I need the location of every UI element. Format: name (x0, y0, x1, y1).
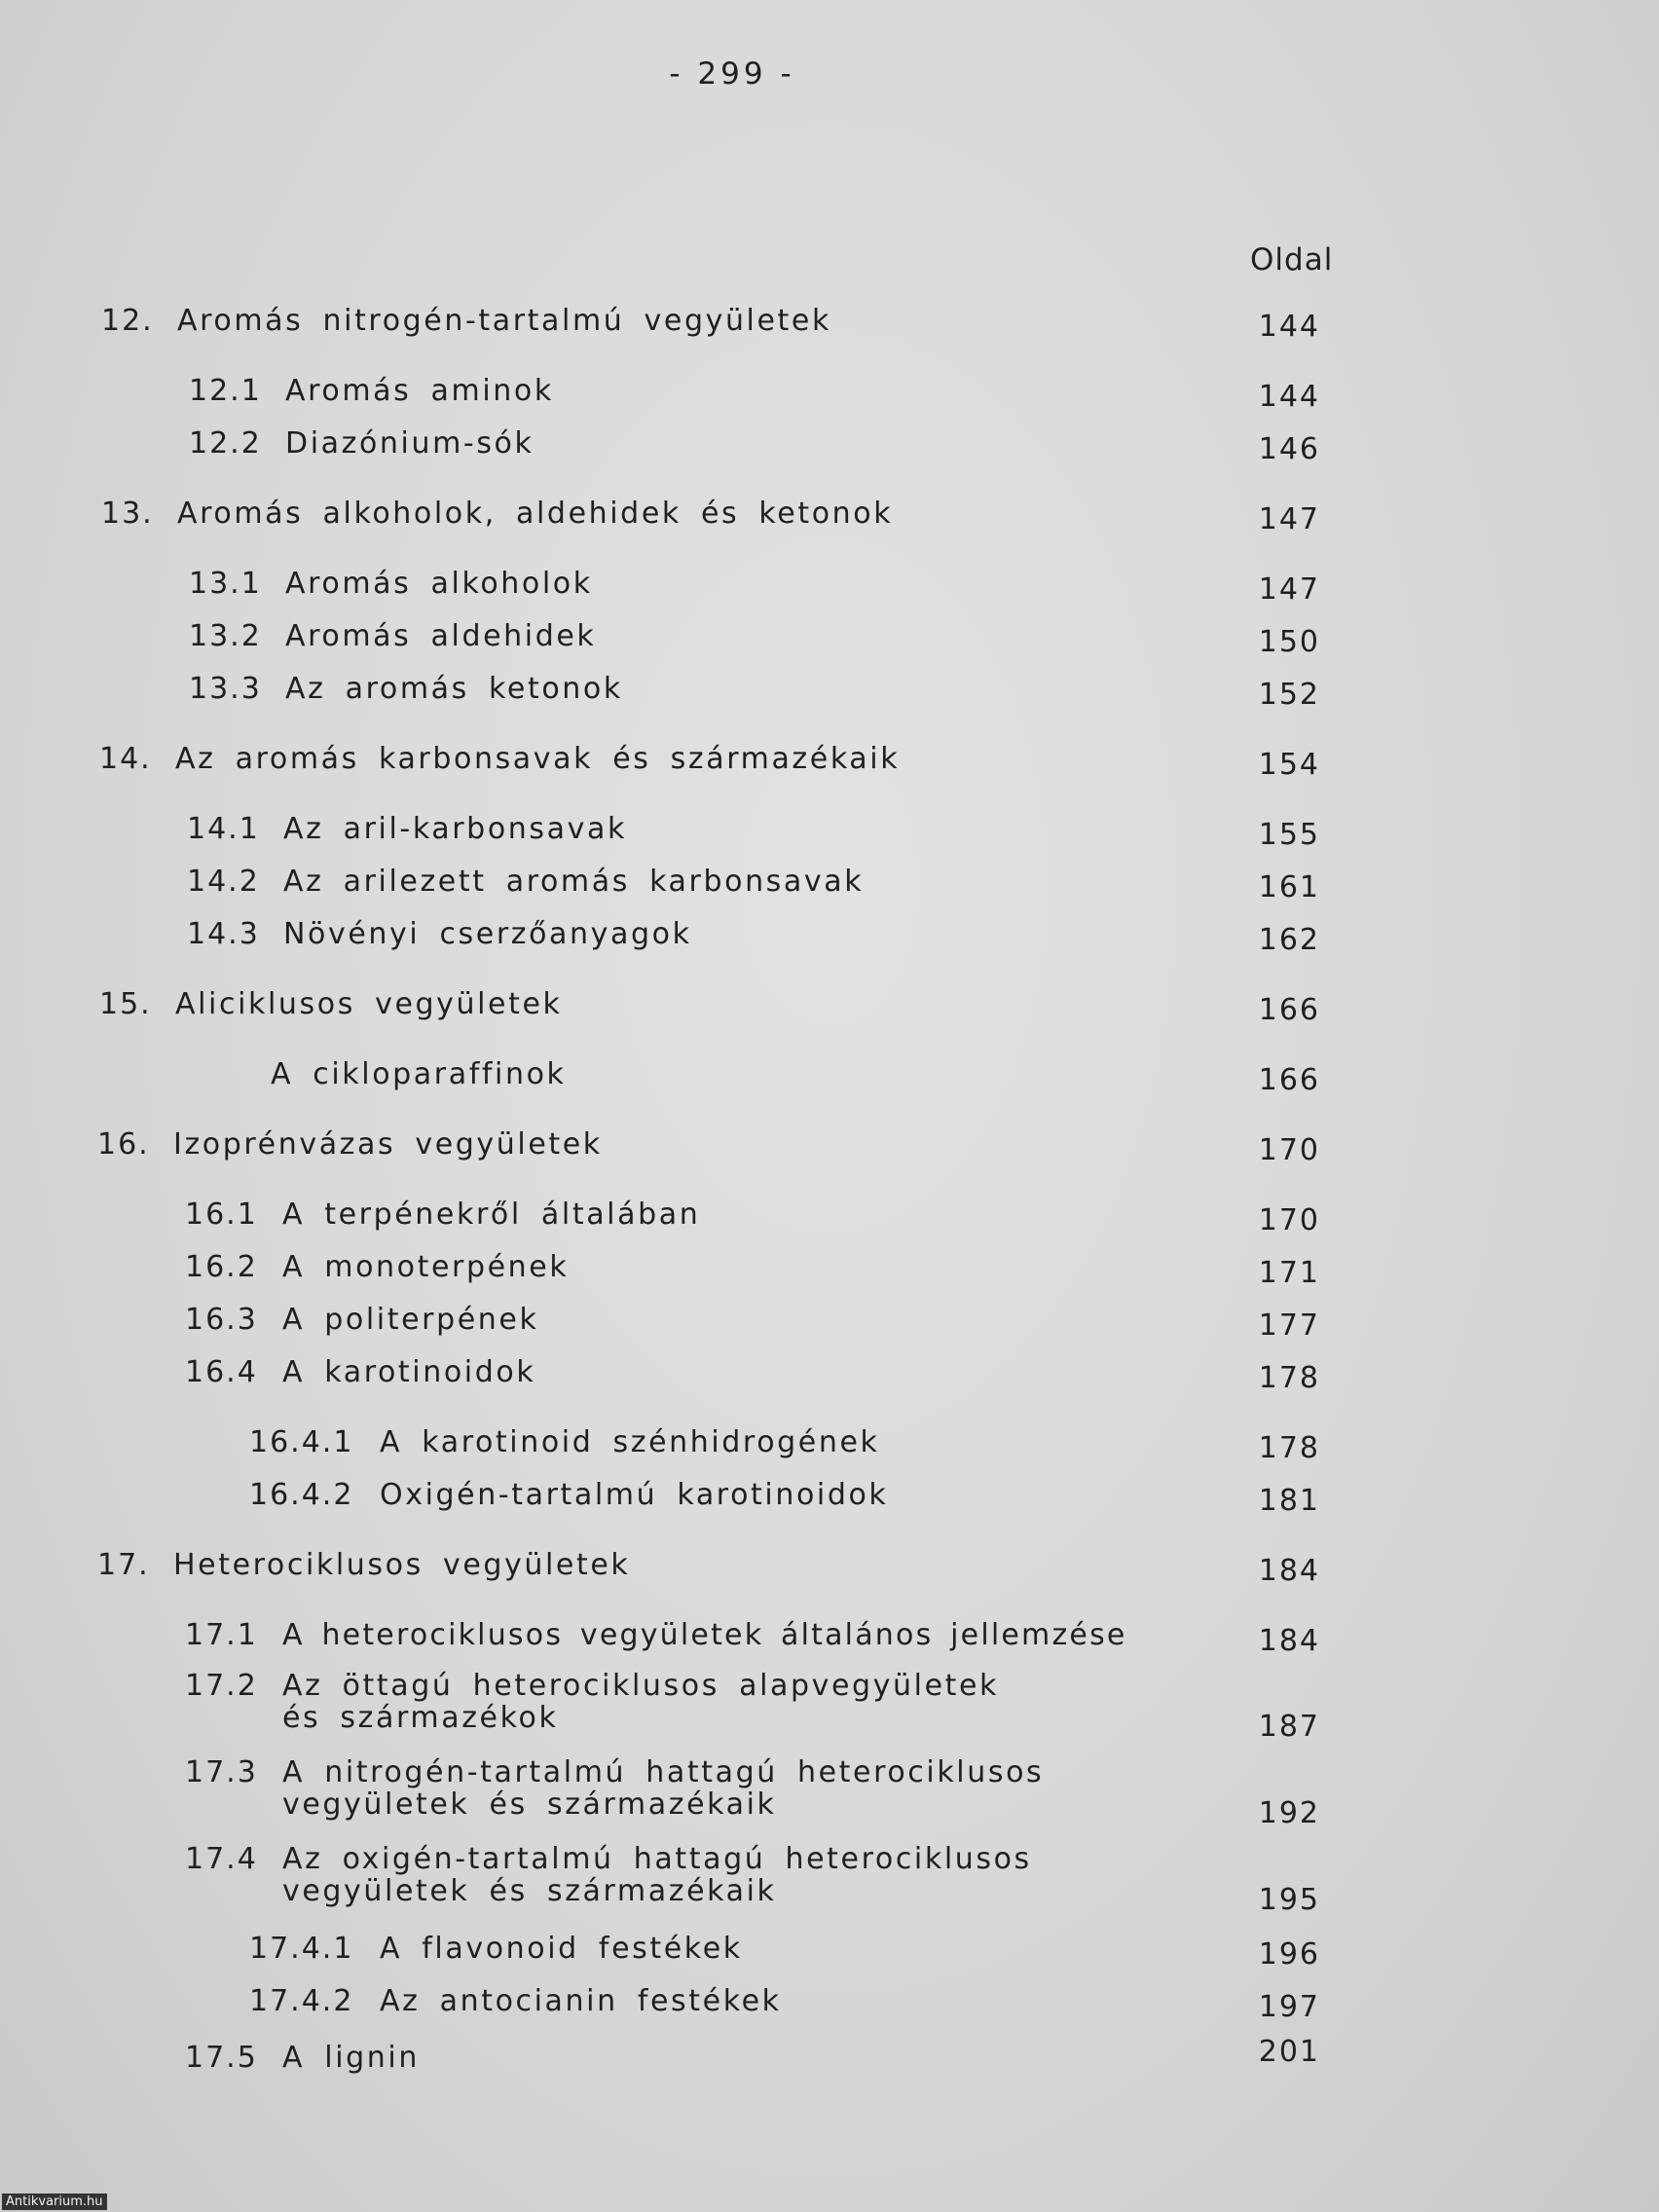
toc-page: 195 (1258, 1883, 1320, 1917)
toc-page: 178 (1258, 1361, 1320, 1395)
toc-chapter-entry[interactable] (0, 1548, 1659, 1587)
toc-title (282, 1669, 999, 1735)
toc-number: 14.2 (187, 865, 260, 899)
toc-page: 196 (1258, 1937, 1320, 1972)
toc-number: 17. (97, 1548, 150, 1582)
toc-page: 166 (1258, 993, 1320, 1027)
toc-number: 13.1 (189, 567, 262, 601)
toc-section-entry[interactable] (0, 1842, 1659, 1920)
toc-number: 16.4 (185, 1355, 258, 1389)
toc-number: 17.3 (185, 1755, 258, 1789)
toc-page: 171 (1258, 1256, 1320, 1290)
toc-chapter-entry[interactable] (0, 497, 1659, 535)
toc-chapter-entry[interactable] (0, 742, 1659, 781)
toc-section-entry[interactable] (0, 1303, 1659, 1342)
toc-page: 184 (1258, 1624, 1320, 1658)
toc-page: 162 (1258, 923, 1320, 957)
toc-section-entry[interactable] (0, 374, 1659, 413)
toc-page: 170 (1258, 1203, 1320, 1237)
toc-page: 181 (1258, 1484, 1320, 1518)
toc-section-entry[interactable] (0, 1618, 1659, 1657)
toc-page: 192 (1258, 1796, 1320, 1830)
toc-section-entry[interactable] (0, 567, 1659, 606)
page-number: - 299 - (669, 56, 795, 92)
toc-title: Aromás aldehidek (285, 619, 597, 653)
toc-page: 184 (1258, 1554, 1320, 1588)
toc-section-entry[interactable] (0, 1250, 1659, 1289)
toc-section-entry[interactable] (0, 619, 1659, 658)
toc-page: 201 (1258, 2035, 1320, 2069)
toc-number: 14. (99, 742, 152, 776)
toc-page: 166 (1258, 1063, 1320, 1097)
toc-section-entry[interactable] (0, 1755, 1659, 1833)
toc-title: Izoprénvázas vegyületek (173, 1127, 603, 1161)
toc-title: A terpénekről általában (282, 1198, 701, 1232)
toc-title: Aromás nitrogén-tartalmú vegyületek (177, 304, 831, 338)
toc-title: A karotinoidok (282, 1355, 536, 1389)
toc-title: A lignin (282, 2041, 420, 2075)
toc-subsection-entry[interactable] (0, 1478, 1659, 1517)
toc-title-line: vegyületek és származékaik (282, 1788, 777, 1822)
toc-title: A politerpének (282, 1303, 539, 1337)
toc-page: 144 (1258, 380, 1320, 414)
toc-number: 12. (101, 304, 154, 338)
toc-title: A heterociklusos vegyületek általános jellemzése (282, 1618, 1127, 1652)
toc-section-entry[interactable] (0, 1669, 1659, 1747)
toc-number: 12.2 (189, 426, 262, 461)
toc-title-line: vegyületek és származékaik (282, 1874, 777, 1908)
toc-page: 197 (1258, 1990, 1320, 2024)
toc-title-line: Az öttagú heterociklusos alapvegyületek (282, 1669, 1000, 1703)
toc-section-entry[interactable] (0, 2035, 1659, 2080)
toc-title-line: és származékok (282, 1701, 559, 1735)
toc-section-entry[interactable] (0, 865, 1659, 903)
toc-title: Aromás aminok (285, 374, 554, 408)
toc-chapter-entry[interactable] (0, 1127, 1659, 1166)
toc-title: A monoterpének (282, 1250, 570, 1284)
toc-title (282, 1842, 1032, 1908)
toc-subsection-entry[interactable] (0, 1984, 1659, 2023)
toc-title: Az aromás karbonsavak és származékaik (175, 742, 901, 776)
toc-section-entry[interactable] (0, 812, 1659, 851)
toc-title: Az antocianin festékek (380, 1984, 782, 2018)
toc-number: 17.1 (185, 1618, 258, 1652)
toc-section-entry[interactable] (0, 426, 1659, 465)
toc-title: Aromás alkoholok (285, 567, 593, 601)
toc-title: Az arilezett aromás karbonsavak (283, 865, 865, 899)
toc-section-entry[interactable] (0, 1057, 1659, 1096)
toc-number: 14.3 (187, 917, 260, 951)
toc-page: 155 (1258, 818, 1320, 852)
toc-number: 17.4.1 (249, 1932, 354, 1966)
toc-number: 16. (97, 1127, 150, 1161)
toc-page: 178 (1258, 1431, 1320, 1465)
toc-page: 152 (1258, 678, 1320, 712)
toc-number: 14.1 (187, 812, 260, 846)
toc-number: 17.4.2 (249, 1984, 354, 2018)
toc-chapter-entry[interactable] (0, 304, 1659, 343)
toc-title: A flavonoid festékek (380, 1932, 743, 1966)
toc-page: 187 (1258, 1710, 1320, 1744)
toc-section-entry[interactable] (0, 917, 1659, 956)
toc-number: 13. (101, 497, 154, 531)
toc-number: 16.3 (185, 1303, 258, 1337)
toc-title (282, 1755, 1044, 1822)
toc-number: 16.2 (185, 1250, 258, 1284)
toc-title-line: A nitrogén-tartalmú hattagú heterociklusos (282, 1755, 1045, 1789)
toc-number: 17.5 (185, 2041, 258, 2075)
toc-page: 147 (1258, 502, 1320, 536)
toc-section-entry[interactable] (0, 1198, 1659, 1236)
toc-title: Aliciklusos vegyületek (175, 987, 563, 1021)
toc-section-entry[interactable] (0, 672, 1659, 711)
toc-page: 146 (1258, 432, 1320, 466)
toc-number: 16.1 (185, 1198, 258, 1232)
toc-page: 170 (1258, 1133, 1320, 1167)
toc-page: 150 (1258, 625, 1320, 659)
toc-number: 13.2 (189, 619, 262, 653)
toc-number: 16.4.2 (249, 1478, 354, 1512)
toc-section-entry[interactable] (0, 1355, 1659, 1394)
toc-title: A karotinoid szénhidrogének (380, 1425, 880, 1459)
toc-title-line: Az oxigén-tartalmú hattagú heterociklusos (282, 1842, 1032, 1876)
toc-page: 177 (1258, 1309, 1320, 1343)
toc-page: 161 (1258, 870, 1320, 904)
toc-number: 16.4.1 (249, 1425, 354, 1459)
toc-page: 144 (1258, 310, 1320, 344)
toc-page: 147 (1258, 572, 1320, 607)
page-column-header: Oldal (1250, 242, 1334, 277)
toc-title: Aromás alkoholok, aldehidek és ketonok (177, 497, 894, 531)
toc-subsection-entry[interactable] (0, 1932, 1659, 1971)
toc-title: A cikloparaffinok (271, 1057, 567, 1091)
toc-page: 154 (1258, 748, 1320, 782)
toc-number: 15. (99, 987, 152, 1021)
toc-title: Heterociklusos vegyületek (173, 1548, 631, 1582)
toc-title: Diazónium-sók (285, 426, 535, 461)
toc-subsection-entry[interactable] (0, 1425, 1659, 1464)
toc-title: Az aril-karbonsavak (283, 812, 627, 846)
toc-number: 17.2 (185, 1669, 258, 1703)
toc-title: Oxigén-tartalmú karotinoidok (380, 1478, 889, 1512)
toc-number: 17.4 (185, 1842, 258, 1876)
toc-number: 13.3 (189, 672, 262, 706)
watermark: Antikvarium.hu (2, 2194, 107, 2210)
toc-title: Növényi cserzőanyagok (283, 917, 692, 951)
toc-number: 12.1 (189, 374, 262, 408)
toc-chapter-entry[interactable] (0, 987, 1659, 1026)
toc-title: Az aromás ketonok (285, 672, 623, 706)
